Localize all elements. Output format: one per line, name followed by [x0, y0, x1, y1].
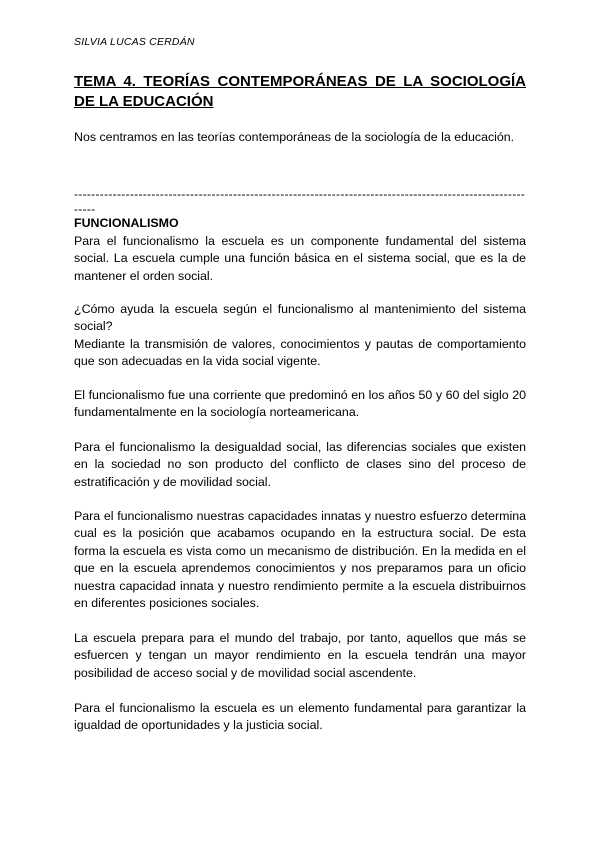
intro-paragraph: Nos centramos en las teorías contemporáneas de la sociología de la educación. — [74, 130, 515, 144]
paragraph: El funcionalismo fue una corriente que predominó en los años 50 y 60 del siglo 20 fundamentalmente en la sociología norteamericana. — [74, 388, 526, 420]
paragraph: Para el funcionalismo la escuela es un componente fundamental del sistema social. La escuela cumple una función básica en el sistema social, que es la de mantener el orden social. — [74, 234, 526, 283]
author-header: SILVIA LUCAS CERDÁN — [74, 36, 195, 48]
question-paragraph: ¿Cómo ayuda la escuela según el funcionalismo al mantenimiento del sistema social? — [74, 302, 526, 334]
dashed-divider: -------------------------------------------------------------------------------------------------------------- — [74, 187, 526, 216]
answer-paragraph: Mediante la transmisión de valores, conocimientos y pautas de comportamiento que son adecuadas en la vida social vigente. — [74, 336, 526, 369]
paragraph: Para el funcionalismo la escuela es un elemento fundamental para garantizar la igualdad de oportunidades y la justicia social. — [74, 701, 526, 733]
paragraph: Para el funcionalismo nuestras capacidades innatas y nuestro esfuerzo determina cual es la posición que acabamos ocupando en la estructura social. De esta forma la escuela es vista como un mecanismo de distribución. En la medida en el que en la escuela aprendemos conocimientos y nos preparamos para un oficio nuestra capacidad innata y nuestro rendimiento permite a la escuela distribuirnos en diferentes posiciones sociales. — [74, 509, 526, 611]
question-answer-block — [74, 301, 526, 371]
paragraph: Para el funcionalismo la desigualdad social, las diferencias sociales que existen en la sociedad no son producto del conflicto de clases sino del proceso de estratificación y de movilidad social. — [74, 440, 526, 489]
section-heading: FUNCIONALISMO — [74, 216, 179, 230]
paragraph: La escuela prepara para el mundo del trabajo, por tanto, aquellos que más se esfuercen y tengan un mayor rendimiento en la escuela tendrán una mayor posibilidad de acceso social y de movilidad social ascendente. — [74, 631, 526, 680]
page-title: TEMA 4. TEORÍAS CONTEMPORÁNEAS DE LA SOCIOLOGÍA DE LA EDUCACIÓN — [74, 73, 526, 110]
